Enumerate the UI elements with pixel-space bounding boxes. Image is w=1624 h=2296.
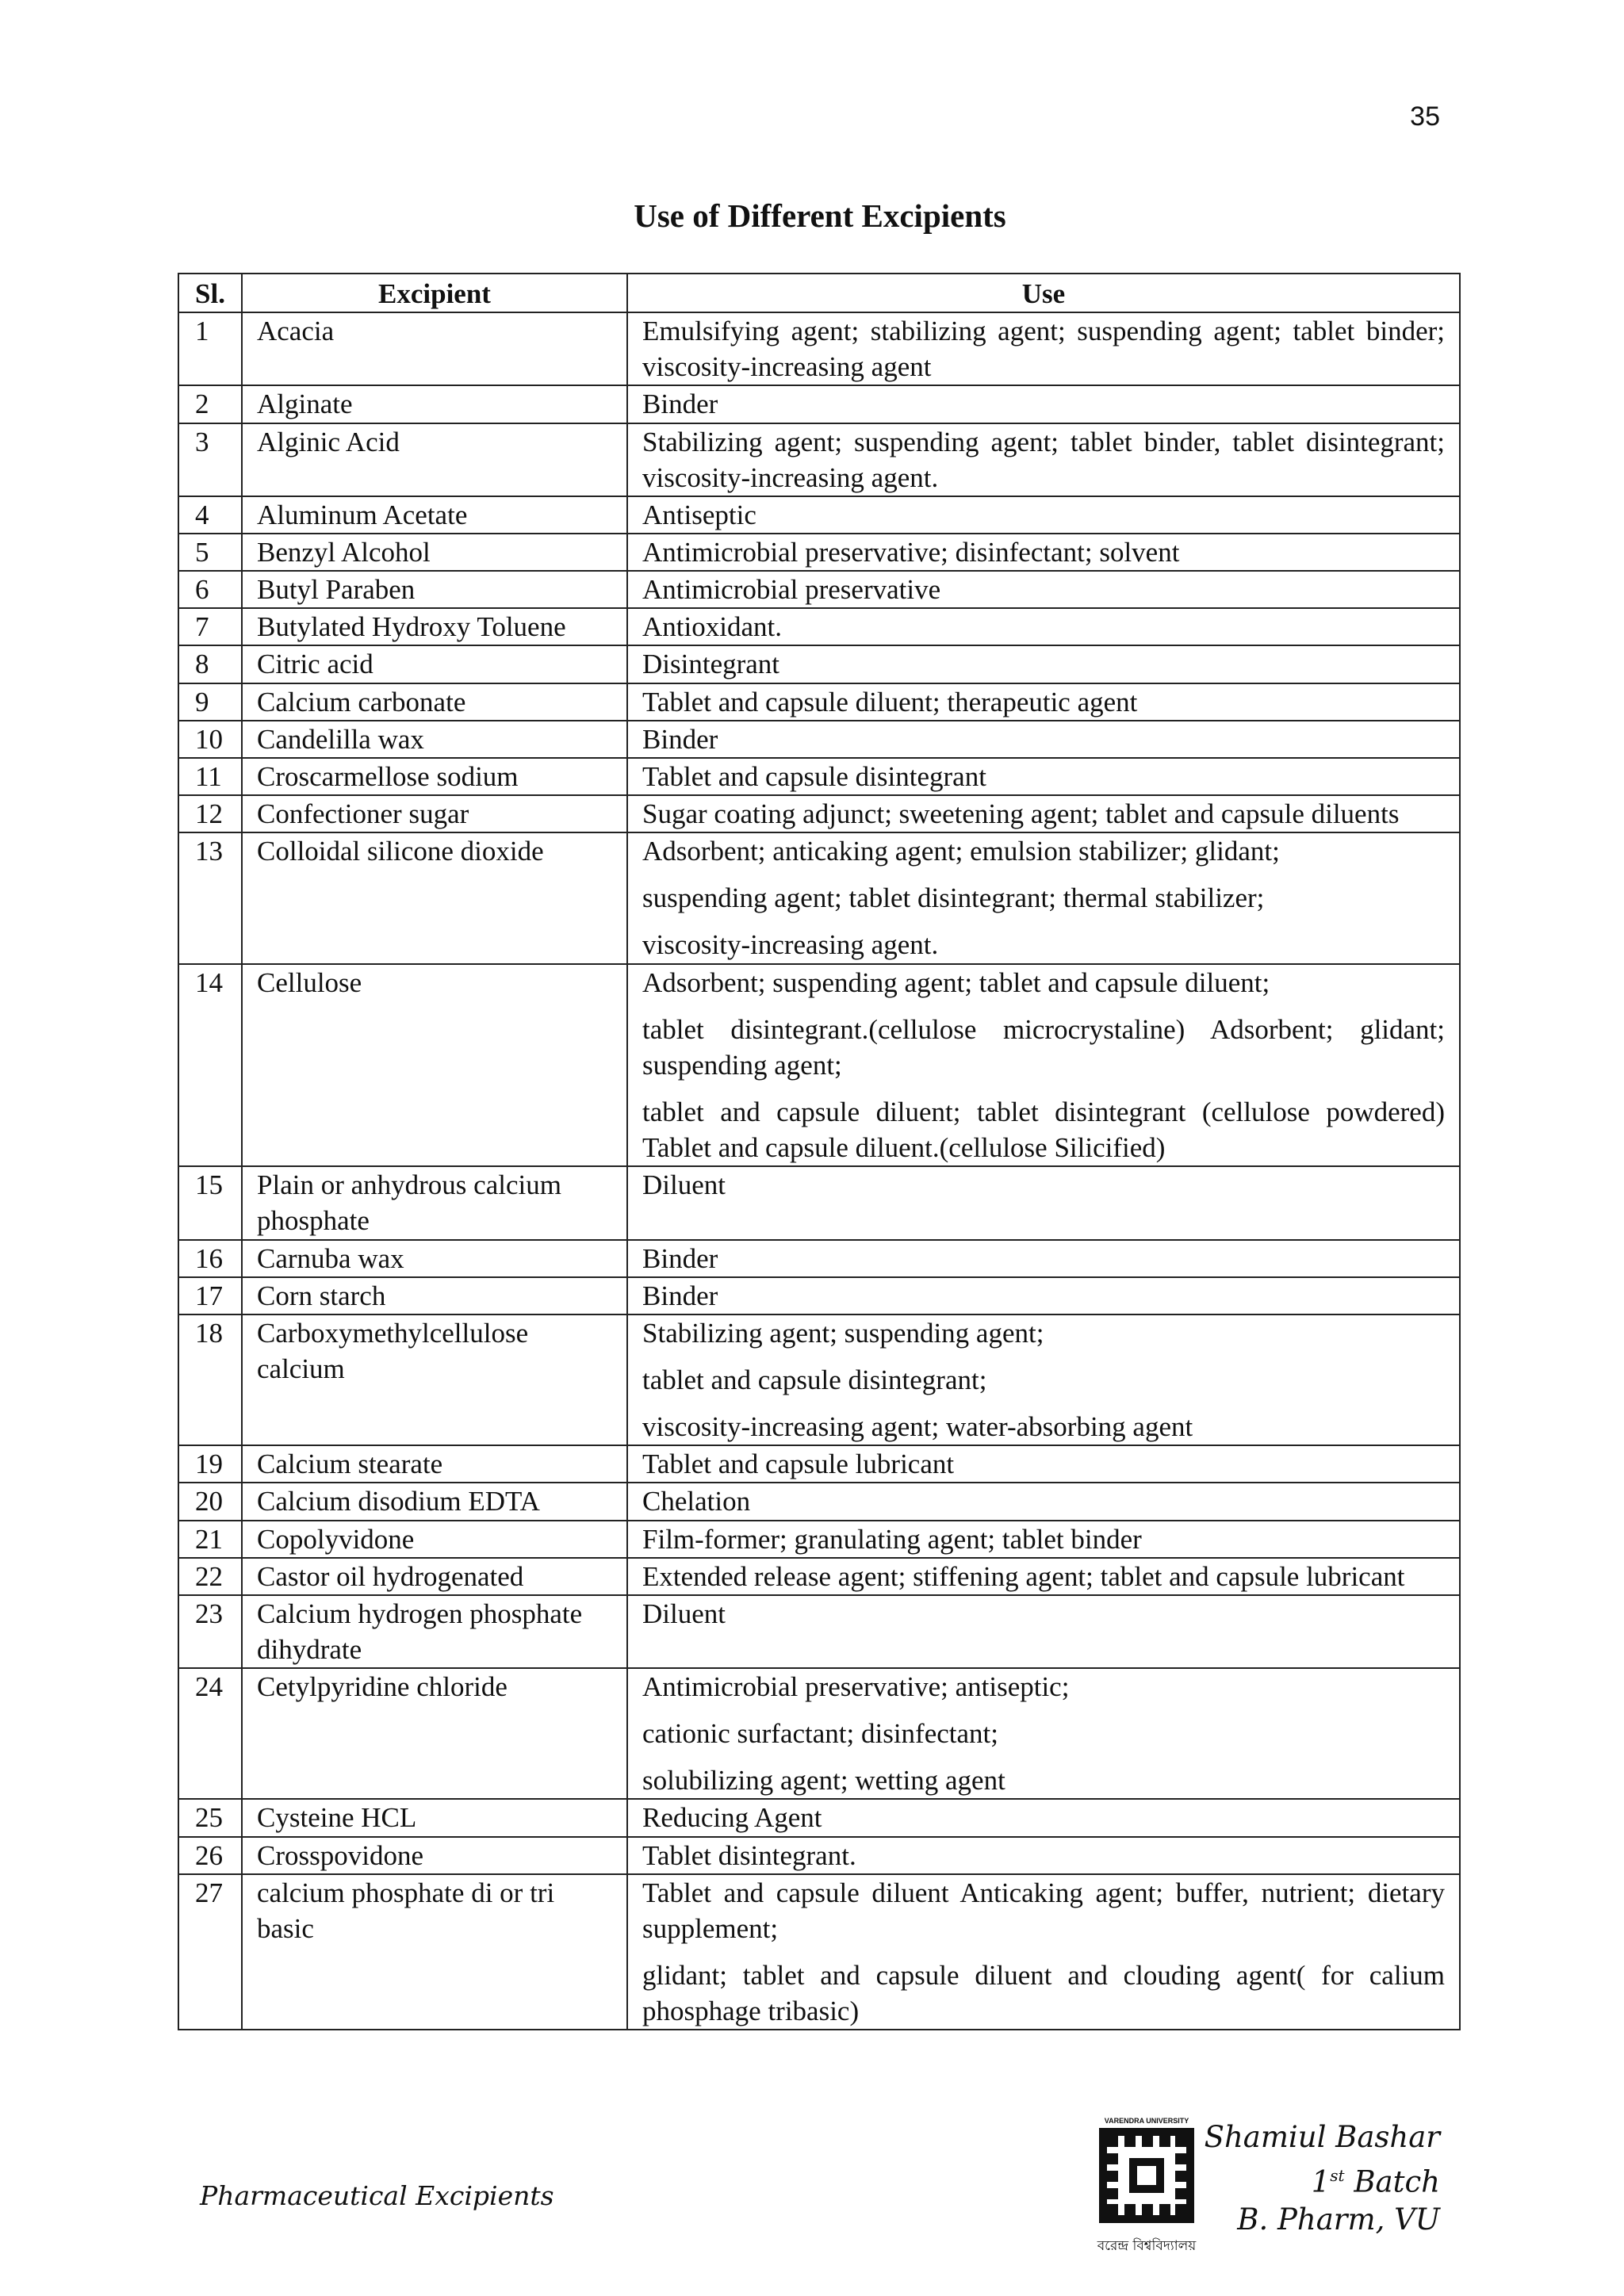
- row-use: [627, 423, 1460, 496]
- row-use: [627, 645, 1460, 683]
- row-use: [627, 1521, 1460, 1558]
- row-excipient: Calcium disodium EDTA: [242, 1483, 627, 1520]
- row-excipient: Corn starch: [242, 1277, 627, 1314]
- row-use: [627, 832, 1460, 963]
- table-row: [178, 571, 1460, 608]
- header-excipient: Excipient: [242, 274, 627, 312]
- use-line: Antimicrobial preservative; antiseptic;: [642, 1671, 1070, 1703]
- row-use: [627, 1668, 1460, 1799]
- row-excipient: Colloidal silicone dioxide: [242, 832, 627, 963]
- row-excipient: Cetylpyridine chloride: [242, 1668, 627, 1799]
- batch-suffix: st: [1330, 2166, 1345, 2185]
- row-use: [627, 683, 1460, 721]
- row-excipient: Plain or anhydrous calcium phosphate: [242, 1166, 627, 1239]
- use-line: Tablet disintegrant.: [642, 1839, 856, 1871]
- author-program: B. Pharm, VU: [1237, 2202, 1440, 2237]
- table-row: [178, 1595, 1460, 1668]
- row-excipient: Benzyl Alcohol: [242, 534, 627, 571]
- row-sl: 26: [178, 1837, 242, 1874]
- row-excipient: Calcium carbonate: [242, 683, 627, 721]
- use-line: Tablet and capsule disintegrant: [642, 760, 986, 792]
- author-batch: [1205, 2156, 1440, 2201]
- table-row: [178, 1166, 1460, 1239]
- row-use: [627, 1166, 1460, 1239]
- row-use: [627, 964, 1460, 1167]
- row-sl: 5: [178, 534, 242, 571]
- varendra-university-logo: [1094, 2115, 1199, 2266]
- table-row: [178, 1558, 1460, 1595]
- table-row: [178, 1240, 1460, 1277]
- row-sl: 16: [178, 1240, 242, 1277]
- table-row: [178, 1874, 1460, 2030]
- row-sl: 15: [178, 1166, 242, 1239]
- use-line: viscosity-increasing agent.: [642, 929, 939, 961]
- use-line: Emulsifying agent; stabilizing agent; suspending agent; tablet binder; viscosity-increasing agent: [642, 316, 1445, 383]
- row-use: [627, 608, 1460, 645]
- row-use: [627, 496, 1460, 534]
- use-line: solubilizing agent; wetting agent: [642, 1765, 1005, 1797]
- row-use: [627, 1595, 1460, 1668]
- row-sl: 8: [178, 645, 242, 683]
- author-signature: [1205, 2118, 1440, 2239]
- row-sl: 18: [178, 1314, 242, 1445]
- table-row: [178, 1277, 1460, 1314]
- row-sl: 25: [178, 1799, 242, 1836]
- row-use: [627, 721, 1460, 758]
- table-row: [178, 385, 1460, 423]
- row-use: [627, 1445, 1460, 1483]
- use-line: Tablet and capsule lubricant: [642, 1448, 955, 1480]
- row-excipient: Alginic Acid: [242, 423, 627, 496]
- row-excipient: Acacia: [242, 312, 627, 385]
- row-excipient: Calcium stearate: [242, 1445, 627, 1483]
- row-sl: 6: [178, 571, 242, 608]
- table-row: [178, 423, 1460, 496]
- use-line: Adsorbent; suspending agent; tablet and capsule diluent;: [642, 966, 1270, 998]
- row-sl: 3: [178, 423, 242, 496]
- row-excipient: Carnuba wax: [242, 1240, 627, 1277]
- table-row: [178, 608, 1460, 645]
- table-row: [178, 496, 1460, 534]
- use-line: Binder: [642, 388, 718, 420]
- use-line: glidant; tablet and capsule diluent and clouding agent( for calium phosphage tribasic): [642, 1960, 1445, 2027]
- use-line: tablet disintegrant.(cellulose microcrystaline) Adsorbent; glidant; suspending agent;: [642, 1013, 1445, 1081]
- row-use: [627, 385, 1460, 423]
- use-line: Diluent: [642, 1598, 726, 1629]
- use-line: Binder: [642, 1280, 718, 1311]
- row-use: [627, 795, 1460, 832]
- row-use: [627, 1483, 1460, 1520]
- table-row: [178, 721, 1460, 758]
- row-sl: 11: [178, 758, 242, 795]
- use-line: Reducing Agent: [642, 1802, 822, 1834]
- row-use: [627, 571, 1460, 608]
- use-line: Stabilizing agent; suspending agent;: [642, 1317, 1044, 1349]
- row-sl: 20: [178, 1483, 242, 1520]
- batch-number: 1: [1311, 2164, 1331, 2199]
- table-row: [178, 964, 1460, 1167]
- table-header-row: [178, 274, 1460, 312]
- use-line: Binder: [642, 723, 718, 755]
- row-excipient: Cysteine HCL: [242, 1799, 627, 1836]
- footer-subject: Pharmaceutical Excipients: [200, 2180, 554, 2211]
- use-line: Film-former; granulating agent; tablet binder: [642, 1523, 1142, 1555]
- row-sl: 17: [178, 1277, 242, 1314]
- row-sl: 10: [178, 721, 242, 758]
- use-line: viscosity-increasing agent; water-absorbing agent: [642, 1411, 1193, 1443]
- row-sl: 14: [178, 964, 242, 1167]
- use-line: Diluent: [642, 1169, 726, 1201]
- table-row: [178, 1314, 1460, 1445]
- author-name: Shamiul Bashar: [1204, 2120, 1440, 2154]
- batch-word: Batch: [1354, 2164, 1440, 2199]
- row-sl: 9: [178, 683, 242, 721]
- table-row: [178, 758, 1460, 795]
- table-row: [178, 1799, 1460, 1836]
- row-sl: 4: [178, 496, 242, 534]
- row-excipient: Castor oil hydrogenated: [242, 1558, 627, 1595]
- use-line: Extended release agent; stiffening agent; tablet and capsule lubricant: [642, 1560, 1405, 1592]
- row-use: [627, 534, 1460, 571]
- table-row: [178, 1521, 1460, 1558]
- use-line: Stabilizing agent; suspending agent; tablet binder, tablet disintegrant; viscosity-increasing agent.: [642, 426, 1445, 493]
- table-row: [178, 1483, 1460, 1520]
- table-body: [178, 312, 1460, 2030]
- use-line: Chelation: [642, 1486, 751, 1517]
- row-use: [627, 758, 1460, 795]
- table-row: [178, 645, 1460, 683]
- table-row: [178, 312, 1460, 385]
- row-use: [627, 1558, 1460, 1595]
- row-excipient: Candelilla wax: [242, 721, 627, 758]
- row-use: [627, 1277, 1460, 1314]
- use-line: suspending agent; tablet disintegrant; thermal stabilizer;: [642, 882, 1265, 914]
- row-excipient: Carboxymethylcellulose calcium: [242, 1314, 627, 1445]
- use-line: Tablet and capsule diluent; therapeutic agent: [642, 686, 1138, 718]
- use-line: Antiseptic: [642, 499, 756, 530]
- row-sl: 24: [178, 1668, 242, 1799]
- row-excipient: calcium phosphate di or tri basic: [242, 1874, 627, 2030]
- use-line: tablet and capsule diluent; tablet disintegrant (cellulose powdered) Tablet and capsule diluent.(cellulose Silicified): [642, 1096, 1445, 1164]
- use-line: Adsorbent; anticaking agent; emulsion stabilizer; glidant;: [642, 836, 1280, 867]
- logo-text-top: VARENDRA UNIVERSITY: [1104, 2117, 1189, 2125]
- logo-text-bottom: বরেন্দ্র বিশ্ববিদ্যালয়: [1097, 2238, 1197, 2254]
- table-row: [178, 795, 1460, 832]
- use-line: Sugar coating adjunct; sweetening agent; tablet and capsule diluents: [642, 798, 1400, 829]
- row-use: [627, 312, 1460, 385]
- row-sl: 2: [178, 385, 242, 423]
- row-use: [627, 1240, 1460, 1277]
- row-sl: 21: [178, 1521, 242, 1558]
- use-line: Antimicrobial preservative; disinfectant; solvent: [642, 536, 1180, 568]
- header-use: Use: [627, 274, 1460, 312]
- row-excipient: Butylated Hydroxy Toluene: [242, 608, 627, 645]
- row-use: [627, 1799, 1460, 1836]
- page-title: Use of Different Excipients: [634, 197, 1006, 234]
- row-excipient: Citric acid: [242, 645, 627, 683]
- table-row: [178, 683, 1460, 721]
- row-excipient: Alginate: [242, 385, 627, 423]
- row-excipient: Crosspovidone: [242, 1837, 627, 1874]
- row-excipient: Aluminum Acetate: [242, 496, 627, 534]
- row-sl: 13: [178, 832, 242, 963]
- use-line: tablet and capsule disintegrant;: [642, 1364, 987, 1395]
- table-row: [178, 1445, 1460, 1483]
- header-sl: Sl.: [178, 274, 242, 312]
- row-use: [627, 1314, 1460, 1445]
- use-line: cationic surfactant; disinfectant;: [642, 1718, 998, 1750]
- excipients-table: [178, 273, 1461, 2030]
- row-sl: 27: [178, 1874, 242, 2030]
- table-row: [178, 534, 1460, 571]
- table-row: [178, 1837, 1460, 1874]
- row-sl: 12: [178, 795, 242, 832]
- row-excipient: Copolyvidone: [242, 1521, 627, 1558]
- row-excipient: Cellulose: [242, 964, 627, 1167]
- row-sl: 23: [178, 1595, 242, 1668]
- page-number: 35: [1410, 101, 1440, 132]
- use-line: Tablet and capsule diluent Anticaking agent; buffer, nutrient; dietary supplement;: [642, 1877, 1445, 1944]
- row-sl: 7: [178, 608, 242, 645]
- row-excipient: Croscarmellose sodium: [242, 758, 627, 795]
- table-row: [178, 1668, 1460, 1799]
- use-line: Binder: [642, 1242, 718, 1274]
- row-sl: 1: [178, 312, 242, 385]
- row-excipient: Calcium hydrogen phosphate dihydrate: [242, 1595, 627, 1668]
- row-use: [627, 1874, 1460, 2030]
- use-line: Disintegrant: [642, 649, 780, 680]
- use-line: Antimicrobial preservative: [642, 574, 941, 606]
- row-excipient: Confectioner sugar: [242, 795, 627, 832]
- use-line: Antioxidant.: [642, 611, 782, 643]
- row-excipient: Butyl Paraben: [242, 571, 627, 608]
- row-sl: 19: [178, 1445, 242, 1483]
- row-sl: 22: [178, 1558, 242, 1595]
- table-row: [178, 832, 1460, 963]
- row-use: [627, 1837, 1460, 1874]
